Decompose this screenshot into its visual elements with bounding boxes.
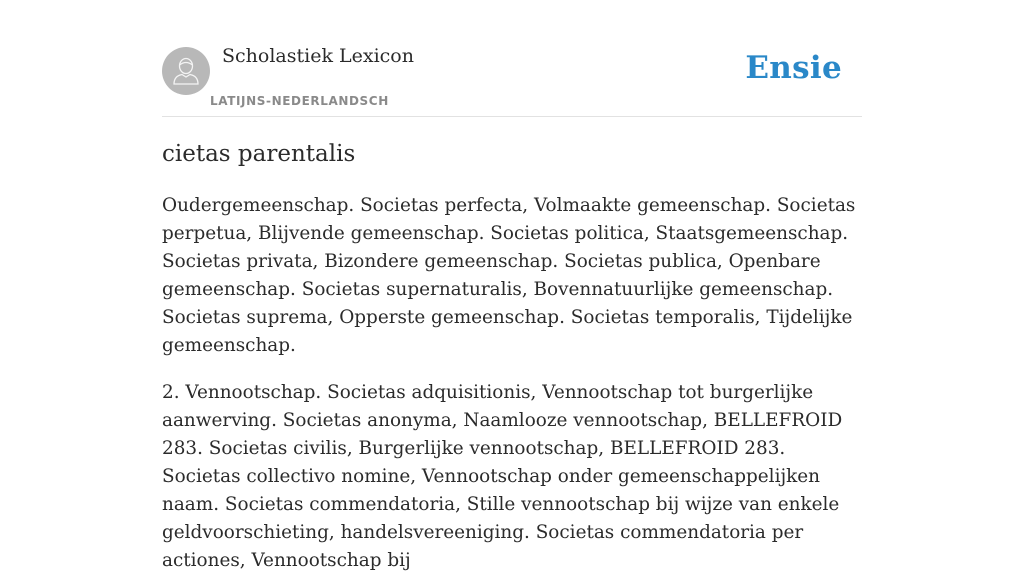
entry-title: cietas parentalis [162,141,356,167]
brand-logo[interactable]: Ensie [745,50,842,86]
user-icon [162,47,210,95]
header [162,0,862,117]
entry-paragraph: 2. Vennootschap. Societas adquisitionis, Vennootschap tot burgerlijke aanwerving. Societas anonyma, Naamlooze vennootschap, BELLEFROID 283. Societas civilis, Burgerlijke vennootschap, BELLEFROID 283. Societas collectivo nomine, Vennootschap onder gemeenschappelijken naam. Societas commendatoria, Stille vennootschap bij wijze van enkele geldvoorschieting, handelsvereeniging. Societas commendatoria per actiones, Vennootschap bij [162,382,843,571]
entry-content [162,138,866,575]
source-title[interactable]: Scholastiek Lexicon [222,45,414,67]
source-subtitle: LATIJNS-NEDERLANDSCH [210,94,389,108]
entry-paragraph: Oudergemeenschap. Societas perfecta, Volmaakte gemeenschap. Societas perpetua, Blijvende gemeenschap. Societas politica, Staatsgemeenschap. Societas privata, Bizondere gemeenschap. Societas publica, Openbare gemeenschap. Societas supernaturalis, Bovennatuurlijke gemeenschap. Societas suprema, Opperste gemeenschap. Societas temporalis, Tijdelijke gemeenschap. [162,195,856,356]
avatar[interactable] [162,47,210,95]
